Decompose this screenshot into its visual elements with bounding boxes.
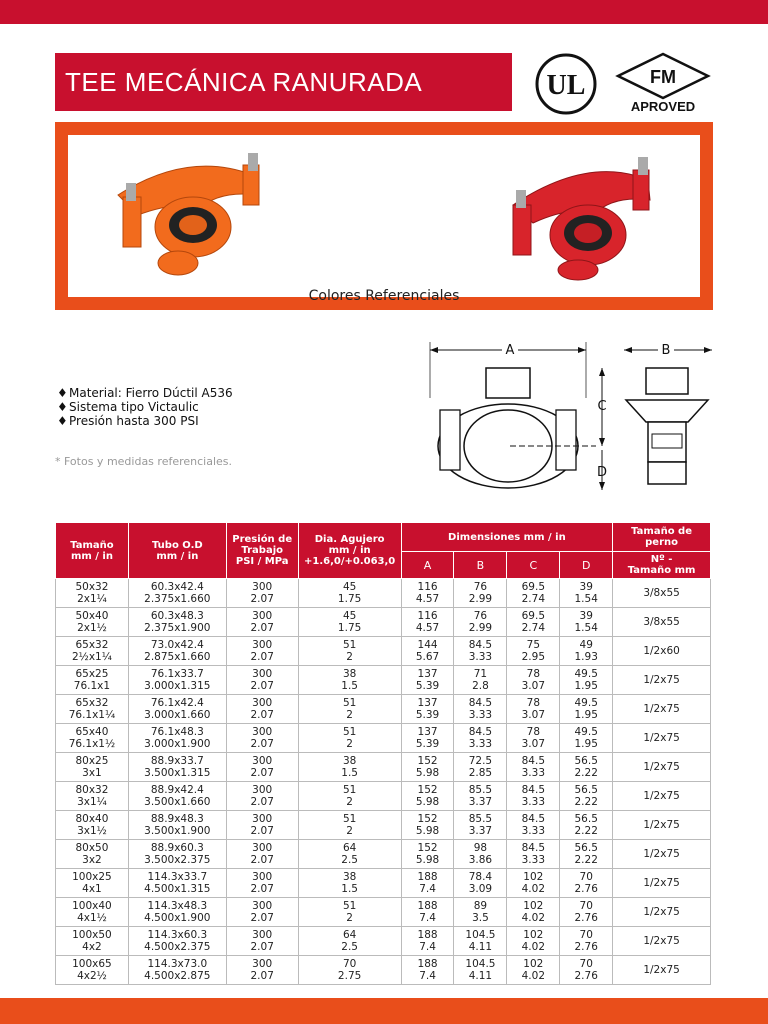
cell-b: 84.5 3.33 — [454, 637, 507, 666]
fm-approved-label: APROVED — [630, 99, 696, 114]
top-red-bar — [0, 0, 768, 24]
header-dim-b: B — [454, 552, 507, 579]
cell-c: 84.5 3.33 — [507, 782, 560, 811]
cell-d: 56.5 2.22 — [560, 811, 613, 840]
cell-b: 76 2.99 — [454, 579, 507, 608]
dim-label-c: C — [597, 399, 607, 414]
cell-press: 300 2.07 — [226, 869, 298, 898]
product-photo-area — [68, 135, 700, 304]
cell-hole: 51 2 — [298, 724, 401, 753]
header-size: Tamaño mm / in — [56, 523, 129, 579]
cell-a: 137 5.39 — [401, 724, 454, 753]
cell-b: 98 3.86 — [454, 840, 507, 869]
table-row — [56, 782, 711, 811]
cell-c: 102 4.02 — [507, 956, 560, 985]
cell-a: 188 7.4 — [401, 927, 454, 956]
cell-tube: 76.1x33.7 3.000x1.315 — [128, 666, 226, 695]
header-hole-diameter: Dia. Agujero mm / in +1.6,0/+0.063,0 — [298, 523, 401, 579]
cell-bolt: 3/8x55 — [613, 579, 711, 608]
product-photos — [68, 135, 700, 285]
orange-tee-illustration-icon — [118, 153, 259, 275]
cell-size: 100x50 4x2 — [56, 927, 129, 956]
cell-d: 39 1.54 — [560, 579, 613, 608]
diamond-bullet-icon: ♦ — [57, 386, 68, 400]
cell-bolt: 1/2x75 — [613, 927, 711, 956]
bottom-orange-bar — [0, 998, 768, 1024]
cell-d: 56.5 2.22 — [560, 753, 613, 782]
reference-note: * Fotos y medidas referenciales. — [55, 455, 233, 468]
specifications-table — [55, 522, 711, 985]
cell-a: 188 7.4 — [401, 956, 454, 985]
cell-hole: 51 2 — [298, 811, 401, 840]
cell-press: 300 2.07 — [226, 956, 298, 985]
cell-d: 70 2.76 — [560, 898, 613, 927]
cell-b: 71 2.8 — [454, 666, 507, 695]
cell-bolt: 1/2x75 — [613, 956, 711, 985]
cell-size: 80x50 3x2 — [56, 840, 129, 869]
diamond-bullet-icon: ♦ — [57, 400, 68, 414]
cell-size: 50x32 2x1¼ — [56, 579, 129, 608]
cell-press: 300 2.07 — [226, 927, 298, 956]
cell-a: 152 5.98 — [401, 782, 454, 811]
table-row — [56, 579, 711, 608]
cell-hole: 64 2.5 — [298, 927, 401, 956]
cell-tube: 114.3x48.3 4.500x1.900 — [128, 898, 226, 927]
cell-press: 300 2.07 — [226, 840, 298, 869]
cell-c: 84.5 3.33 — [507, 811, 560, 840]
cell-b: 85.5 3.37 — [454, 811, 507, 840]
cell-a: 152 5.98 — [401, 811, 454, 840]
photo-caption: Colores Referenciales — [308, 288, 460, 304]
cell-d: 56.5 2.22 — [560, 840, 613, 869]
cell-bolt: 1/2x75 — [613, 811, 711, 840]
cell-a: 137 5.39 — [401, 695, 454, 724]
cell-d: 70 2.76 — [560, 927, 613, 956]
header-dimensions: Dimensiones mm / in — [401, 523, 613, 552]
cell-press: 300 2.07 — [226, 608, 298, 637]
cell-c: 78 3.07 — [507, 724, 560, 753]
cell-press: 300 2.07 — [226, 753, 298, 782]
cell-tube: 76.1x42.4 3.000x1.660 — [128, 695, 226, 724]
cell-b: 89 3.5 — [454, 898, 507, 927]
fm-logo-text: FM — [650, 67, 676, 87]
cell-b: 84.5 3.33 — [454, 724, 507, 753]
cell-press: 300 2.07 — [226, 579, 298, 608]
product-photo-frame — [55, 122, 713, 310]
table-row — [56, 724, 711, 753]
cell-b: 85.5 3.37 — [454, 782, 507, 811]
cell-size: 65x32 2½x1¼ — [56, 637, 129, 666]
cell-size: 80x32 3x1¼ — [56, 782, 129, 811]
cell-bolt: 1/2x75 — [613, 666, 711, 695]
table-row — [56, 753, 711, 782]
red-tee-illustration-icon — [513, 157, 650, 280]
cell-b: 104.5 4.11 — [454, 956, 507, 985]
cell-bolt: 1/2x75 — [613, 724, 711, 753]
cell-bolt: 1/2x75 — [613, 782, 711, 811]
diamond-bullet-icon: ♦ — [57, 414, 68, 428]
cell-c: 78 3.07 — [507, 695, 560, 724]
page-title: TEE MECÁNICA RANURADA — [55, 53, 512, 111]
cell-d: 49 1.93 — [560, 637, 613, 666]
cell-bolt: 1/2x75 — [613, 753, 711, 782]
table-row — [56, 956, 711, 985]
cell-size: 65x32 76.1x1¼ — [56, 695, 129, 724]
cell-c: 84.5 3.33 — [507, 840, 560, 869]
table-row — [56, 840, 711, 869]
cell-c: 102 4.02 — [507, 869, 560, 898]
cell-hole: 45 1.75 — [298, 608, 401, 637]
cell-c: 84.5 3.33 — [507, 753, 560, 782]
cell-bolt: 1/2x60 — [613, 637, 711, 666]
cell-a: 152 5.98 — [401, 753, 454, 782]
cell-press: 300 2.07 — [226, 782, 298, 811]
cell-hole: 45 1.75 — [298, 579, 401, 608]
cell-press: 300 2.07 — [226, 898, 298, 927]
table-row — [56, 695, 711, 724]
cell-a: 188 7.4 — [401, 898, 454, 927]
table-row — [56, 608, 711, 637]
header-dim-c: C — [507, 552, 560, 579]
header-dim-a: A — [401, 552, 454, 579]
cell-d: 49.5 1.95 — [560, 666, 613, 695]
dim-label-a: A — [505, 343, 515, 358]
cell-hole: 38 1.5 — [298, 666, 401, 695]
cell-c: 69.5 2.74 — [507, 608, 560, 637]
cell-bolt: 1/2x75 — [613, 898, 711, 927]
cell-a: 116 4.57 — [401, 579, 454, 608]
cell-size: 100x65 4x2½ — [56, 956, 129, 985]
cell-hole: 64 2.5 — [298, 840, 401, 869]
header-pressure: Presión de Trabajo PSI / MPa — [226, 523, 298, 579]
cell-a: 137 5.39 — [401, 666, 454, 695]
cell-c: 75 2.95 — [507, 637, 560, 666]
cell-c: 78 3.07 — [507, 666, 560, 695]
cell-size: 100x40 4x1½ — [56, 898, 129, 927]
cell-b: 84.5 3.33 — [454, 695, 507, 724]
cell-b: 76 2.99 — [454, 608, 507, 637]
table-row — [56, 898, 711, 927]
cell-a: 116 4.57 — [401, 608, 454, 637]
cell-hole: 51 2 — [298, 637, 401, 666]
cell-size: 80x40 3x1½ — [56, 811, 129, 840]
cell-tube: 73.0x42.4 2.875x1.660 — [128, 637, 226, 666]
header-bolt-size: Tamaño de perno — [613, 523, 711, 552]
cell-tube: 88.9x48.3 3.500x1.900 — [128, 811, 226, 840]
cell-press: 300 2.07 — [226, 637, 298, 666]
cell-press: 300 2.07 — [226, 695, 298, 724]
cell-a: 144 5.67 — [401, 637, 454, 666]
cell-tube: 88.9x60.3 3.500x2.375 — [128, 840, 226, 869]
cell-hole: 51 2 — [298, 782, 401, 811]
feature-item: ♦ Presión hasta 300 PSI — [57, 414, 199, 428]
dim-label-d: D — [596, 465, 608, 480]
cell-a: 152 5.98 — [401, 840, 454, 869]
cell-tube: 60.3x42.4 2.375x1.660 — [128, 579, 226, 608]
cell-press: 300 2.07 — [226, 666, 298, 695]
dim-label-b: B — [661, 343, 671, 358]
cell-size: 65x25 76.1x1 — [56, 666, 129, 695]
cell-b: 78.4 3.09 — [454, 869, 507, 898]
cell-d: 49.5 1.95 — [560, 724, 613, 753]
table-row — [56, 637, 711, 666]
feature-item: ♦ Sistema tipo Victaulic — [57, 400, 199, 414]
cell-d: 56.5 2.22 — [560, 782, 613, 811]
cell-a: 188 7.4 — [401, 869, 454, 898]
cell-hole: 38 1.5 — [298, 869, 401, 898]
header-bolt-sub: Nº - Tamaño mm — [613, 552, 711, 579]
feature-list — [57, 386, 233, 428]
cell-tube: 88.9x42.4 3.500x1.660 — [128, 782, 226, 811]
cell-size: 80x25 3x1 — [56, 753, 129, 782]
cell-d: 39 1.54 — [560, 608, 613, 637]
cell-tube: 114.3x73.0 4.500x2.875 — [128, 956, 226, 985]
cell-hole: 51 2 — [298, 695, 401, 724]
cell-tube: 88.9x33.7 3.500x1.315 — [128, 753, 226, 782]
table-row — [56, 927, 711, 956]
cell-hole: 70 2.75 — [298, 956, 401, 985]
cell-press: 300 2.07 — [226, 724, 298, 753]
cell-d: 70 2.76 — [560, 869, 613, 898]
table-row — [56, 811, 711, 840]
cell-tube: 114.3x33.7 4.500x1.315 — [128, 869, 226, 898]
cell-b: 104.5 4.11 — [454, 927, 507, 956]
table-row — [56, 869, 711, 898]
cell-tube: 60.3x48.3 2.375x1.900 — [128, 608, 226, 637]
feature-item: ♦ Material: Fierro Dúctil A536 — [57, 386, 233, 400]
header-tube-od: Tubo O.D mm / in — [128, 523, 226, 579]
cell-size: 65x40 76.1x1½ — [56, 724, 129, 753]
cell-bolt: 3/8x55 — [613, 608, 711, 637]
dimension-diagram — [426, 338, 716, 498]
cell-bolt: 1/2x75 — [613, 840, 711, 869]
cell-press: 300 2.07 — [226, 811, 298, 840]
cell-size: 50x40 2x1½ — [56, 608, 129, 637]
ul-logo-text: UL — [546, 70, 586, 101]
cell-hole: 51 2 — [298, 898, 401, 927]
cell-b: 72.5 2.85 — [454, 753, 507, 782]
cell-c: 69.5 2.74 — [507, 579, 560, 608]
cell-c: 102 4.02 — [507, 898, 560, 927]
header-dim-d: D — [560, 552, 613, 579]
cell-bolt: 1/2x75 — [613, 869, 711, 898]
cell-bolt: 1/2x75 — [613, 695, 711, 724]
table-row — [56, 666, 711, 695]
cell-c: 102 4.02 — [507, 927, 560, 956]
cell-size: 100x25 4x1 — [56, 869, 129, 898]
cell-d: 70 2.76 — [560, 956, 613, 985]
cell-d: 49.5 1.95 — [560, 695, 613, 724]
ul-logo-icon — [534, 52, 598, 116]
cell-tube: 114.3x60.3 4.500x2.375 — [128, 927, 226, 956]
cell-tube: 76.1x48.3 3.000x1.900 — [128, 724, 226, 753]
cell-hole: 38 1.5 — [298, 753, 401, 782]
